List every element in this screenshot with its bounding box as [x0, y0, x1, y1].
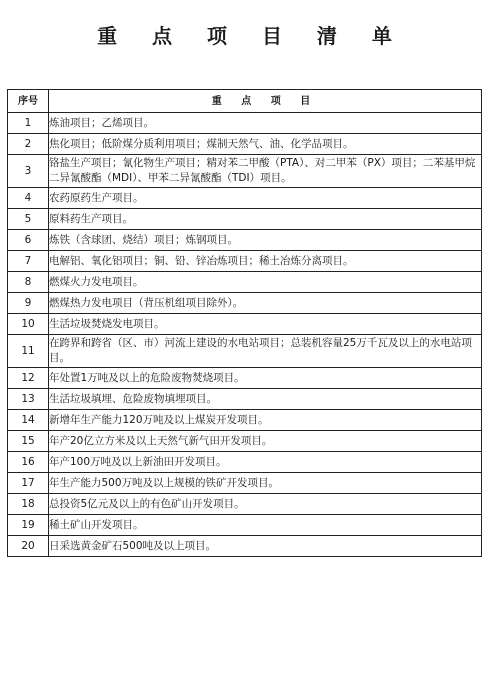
row-number: 4	[8, 188, 49, 209]
row-number: 5	[8, 209, 49, 230]
document-title: 重 点 项 目 清 单	[97, 24, 406, 48]
row-item: 燃煤火力发电项目。	[49, 272, 482, 293]
table-header-row	[8, 90, 482, 113]
table-row	[8, 515, 482, 536]
row-item: 年产100万吨及以上新油田开发项目。	[49, 452, 482, 473]
row-number: 3	[8, 155, 49, 188]
row-item: 原料药生产项目。	[49, 209, 482, 230]
row-number: 10	[8, 314, 49, 335]
table-row	[8, 134, 482, 155]
row-item: 年生产能力500万吨及以上规模的铁矿开发项目。	[49, 473, 482, 494]
row-item: 生活垃圾焚烧发电项目。	[49, 314, 482, 335]
row-item: 年产20亿立方米及以上天然气新气田开发项目。	[49, 431, 482, 452]
header-serial-number: 序号	[8, 90, 49, 113]
row-number: 6	[8, 230, 49, 251]
table-row	[8, 335, 482, 368]
row-number: 11	[8, 335, 49, 368]
row-item: 炼油项目；乙烯项目。	[49, 113, 482, 134]
row-number: 18	[8, 494, 49, 515]
table-row	[8, 494, 482, 515]
table-row	[8, 188, 482, 209]
row-item: 燃煤热力发电项目（背压机组项目除外）。	[49, 293, 482, 314]
row-number: 15	[8, 431, 49, 452]
table-row	[8, 368, 482, 389]
row-item: 稀土矿山开发项目。	[49, 515, 482, 536]
row-item: 炼铁（含球团、烧结）项目；炼钢项目。	[49, 230, 482, 251]
table-row	[8, 431, 482, 452]
row-number: 12	[8, 368, 49, 389]
row-number: 17	[8, 473, 49, 494]
row-item: 生活垃圾填埋、危险废物填埋项目。	[49, 389, 482, 410]
table-row	[8, 230, 482, 251]
row-item: 电解铝、氧化铝项目；铜、铅、锌冶炼项目；稀土冶炼分离项目。	[49, 251, 482, 272]
table-row	[8, 473, 482, 494]
row-item: 焦化项目；低阶煤分质利用项目；煤制天然气、油、化学品项目。	[49, 134, 482, 155]
table-row	[8, 272, 482, 293]
table-row	[8, 251, 482, 272]
row-number: 16	[8, 452, 49, 473]
table-row	[8, 113, 482, 134]
table-row	[8, 452, 482, 473]
row-number: 8	[8, 272, 49, 293]
row-number: 7	[8, 251, 49, 272]
table-row	[8, 314, 482, 335]
row-number: 20	[8, 536, 49, 557]
table-row	[8, 293, 482, 314]
row-number: 13	[8, 389, 49, 410]
row-item: 农药原药生产项目。	[49, 188, 482, 209]
row-item: 在跨界和跨省（区、市）河流上建设的水电站项目；总装机容量25万千瓦及以上的水电站项目。	[49, 335, 482, 368]
table-row	[8, 155, 482, 188]
row-item: 年处置1万吨及以上的危险废物焚烧项目。	[49, 368, 482, 389]
row-item: 总投资5亿元及以上的有色矿山开发项目。	[49, 494, 482, 515]
row-item: 铬盐生产项目；氰化物生产项目；精对苯二甲酸（PTA）、对二甲苯（PX）项目；二苯基甲烷二异氰酸酯（MDI）、甲苯二异氰酸酯（TDI）项目。	[49, 155, 482, 188]
row-number: 1	[8, 113, 49, 134]
key-projects-table	[7, 89, 482, 557]
row-item: 新增年生产能力120万吨及以上煤炭开发项目。	[49, 410, 482, 431]
table-row	[8, 536, 482, 557]
table-row	[8, 389, 482, 410]
row-number: 2	[8, 134, 49, 155]
table-row	[8, 209, 482, 230]
row-number: 14	[8, 410, 49, 431]
row-number: 9	[8, 293, 49, 314]
row-item: 日采选黄金矿石500吨及以上项目。	[49, 536, 482, 557]
table-row	[8, 410, 482, 431]
row-number: 19	[8, 515, 49, 536]
header-key-projects: 重 点 项 目	[49, 90, 482, 113]
